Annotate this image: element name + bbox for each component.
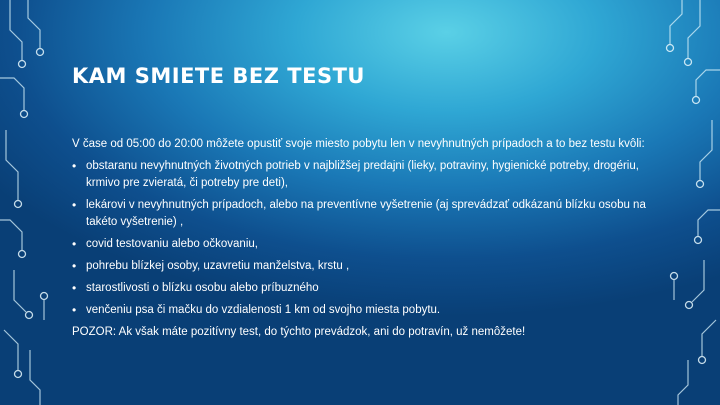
bullet-list <box>72 158 652 319</box>
bullet-item: • obstaranu nevyhnutných životných potrieb v najbližšej predajni (lieky, potraviny, hygienické potreby, drogériu, krmivo pre zvieratá, či potreby pre deti), <box>72 158 652 192</box>
warning-text: POZOR: Ak však máte pozitívny test, do týchto prevádzok, ani do potravín, už nemôžete! <box>72 326 526 338</box>
bullet-item: • starostlivosti o blízku osobu alebo príbuzného <box>72 280 652 297</box>
slide-content <box>72 136 652 341</box>
bullet-item: • pohrebu blízkej osoby, uzavretiu manželstva, krstu , <box>72 258 652 275</box>
bullet-item: • covid testovaniu alebo očkovaniu, <box>72 236 652 253</box>
slide-title: KAM SMIETE BEZ TESTU <box>72 64 365 88</box>
intro-text: V čase od 05:00 do 20:00 môžete opustiť svoje miesto pobytu len v nevyhnutných prípadoch a to bez testu kvôli: <box>72 138 645 150</box>
bullet-item: • lekárovi v nevyhnutných prípadoch, alebo na preventívne vyšetrenie (aj sprevádzať odkázanú blízku osobu na takéto vyšetrenie) , <box>72 197 652 231</box>
bullet-item: • venčeniu psa či mačku do vzdialenosti 1 km od svojho miesta pobytu. <box>72 302 652 319</box>
